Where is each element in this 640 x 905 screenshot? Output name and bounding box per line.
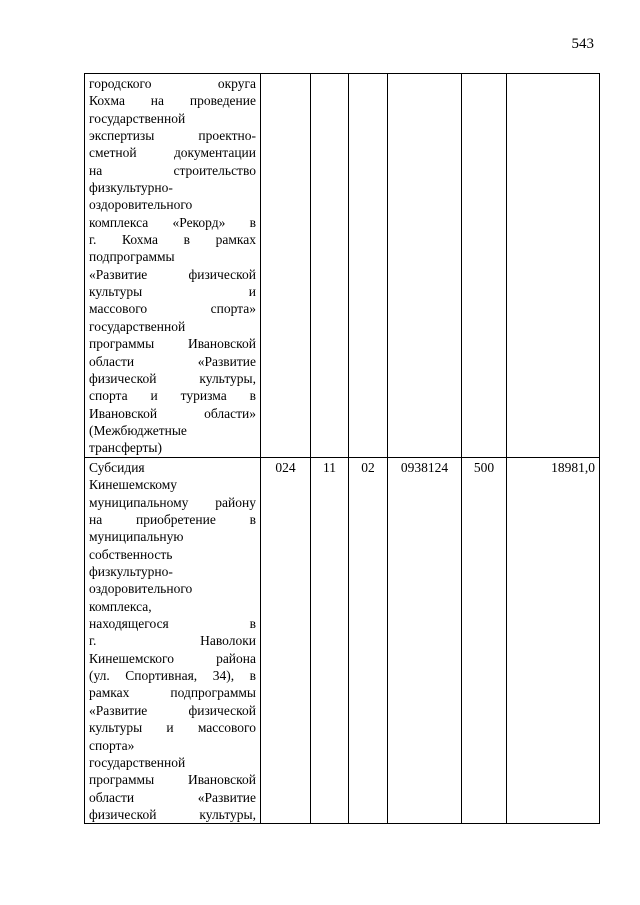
description-line: оздоровительного	[89, 581, 193, 597]
amount-cell: 18981,0	[507, 458, 600, 824]
description-line: Кинешемского района	[89, 650, 256, 666]
description-line: спорта и туризма в	[89, 388, 256, 404]
budget-table	[84, 73, 600, 824]
description-line: Кинешемскому	[89, 477, 178, 493]
description-line: трансферты)	[89, 440, 162, 456]
description-line: физической культуры,	[89, 370, 256, 386]
description-line: государственной	[89, 754, 186, 770]
description-line: культуры и	[89, 284, 256, 300]
description-line: «Развитие физической	[89, 702, 256, 718]
code-cell	[462, 74, 507, 458]
description-line: находящегося в	[89, 616, 256, 632]
page-number: 543	[571, 36, 594, 52]
description-line: городского округа	[89, 76, 256, 91]
description-line: области «Развитие	[89, 789, 256, 805]
description-line: муниципальному району	[89, 494, 256, 510]
description-line: муниципальную	[89, 529, 184, 545]
description-line: на приобретение в	[89, 512, 256, 528]
code-cell: 024	[261, 458, 311, 824]
description-line: рамках подпрограммы	[89, 685, 256, 701]
description-line: подпрограммы	[89, 249, 175, 265]
description-line: Ивановской области»	[89, 405, 256, 421]
description-line: комплекса,	[89, 598, 152, 614]
description-line: физической культуры,	[89, 806, 256, 822]
description-line: (Межбюджетные	[89, 422, 187, 438]
description-line: Субсидия	[89, 460, 145, 475]
code-cell: 11	[311, 458, 349, 824]
description-line: государственной	[89, 110, 186, 126]
code-cell	[349, 74, 388, 458]
description-line: Кохма на проведение	[89, 93, 256, 109]
description-line: собственность	[89, 546, 173, 562]
code-cell: 0938124	[388, 458, 462, 824]
code-cell	[388, 74, 462, 458]
code-cell: 02	[349, 458, 388, 824]
code-cell	[261, 74, 311, 458]
code-cell	[311, 74, 349, 458]
description-line: физкультурно-	[89, 564, 173, 580]
description-line: физкультурно-	[89, 180, 173, 196]
description-line: культуры и массового	[89, 720, 256, 736]
description-line: «Развитие физической	[89, 266, 256, 282]
description-line: г. Кохма в рамках	[89, 232, 256, 248]
description-line: массового спорта»	[89, 301, 256, 317]
description-line: оздоровительного	[89, 197, 193, 213]
amount-cell	[507, 74, 600, 458]
description-line: сметной документации	[89, 145, 256, 161]
description-line: (ул. Спортивная, 34), в	[89, 668, 256, 684]
code-cell: 500	[462, 458, 507, 824]
description-line: программы Ивановской	[89, 336, 256, 352]
description-line: г. Наволоки	[89, 633, 256, 649]
description-line: спорта»	[89, 737, 135, 753]
description-line: экспертизы проектно-	[89, 128, 256, 144]
table-row	[85, 74, 600, 458]
description-line: государственной	[89, 318, 186, 334]
table-row	[85, 458, 600, 824]
description-line: области «Развитие	[89, 353, 256, 369]
description-cell	[85, 458, 261, 824]
description-line: комплекса «Рекорд» в	[89, 214, 256, 230]
description-line: программы Ивановской	[89, 772, 256, 788]
description-line: на строительство	[89, 162, 256, 178]
description-cell	[85, 74, 261, 458]
